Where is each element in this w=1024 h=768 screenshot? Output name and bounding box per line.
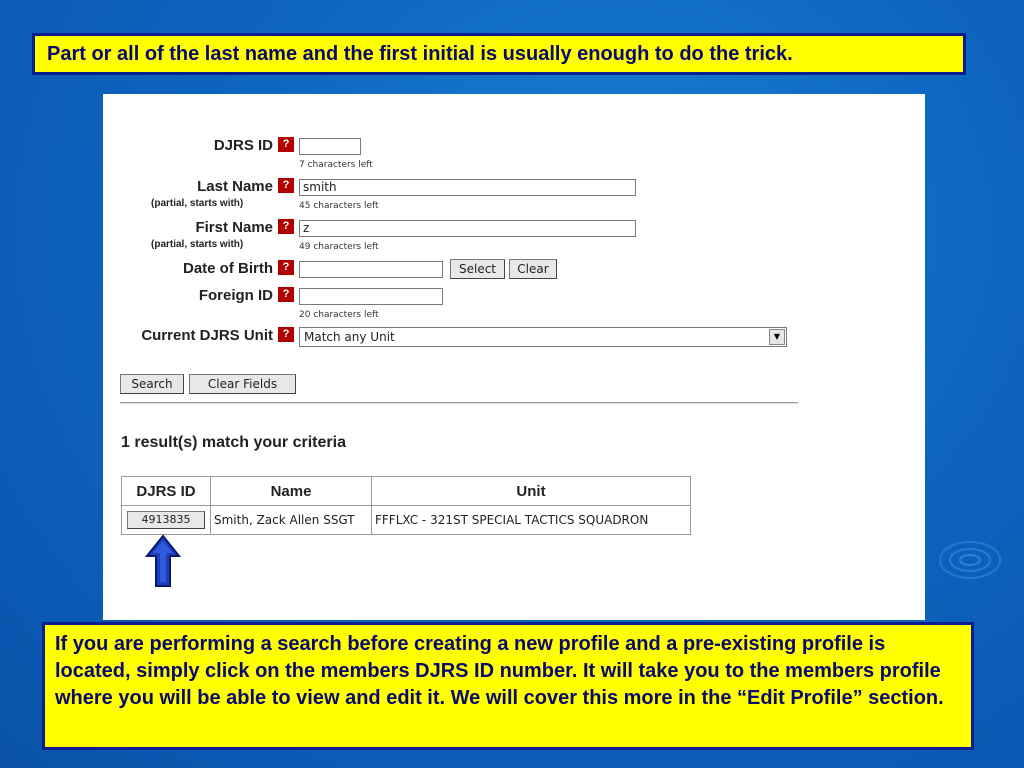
foreign-id-hint: 20 characters left [299,310,379,320]
last-name-sublabel: (partial, starts with) [151,198,244,209]
help-icon[interactable]: ? [278,260,294,275]
first-name-sublabel: (partial, starts with) [151,239,244,250]
up-arrow-icon [145,534,181,588]
results-table [121,476,691,535]
last-name-hint: 45 characters left [299,201,379,211]
djrs-id-hint: 7 characters left [299,160,373,170]
help-icon[interactable]: ? [278,287,294,302]
last-name-input[interactable]: smith [299,179,636,196]
dob-input[interactable] [299,261,443,278]
djrs-id-input[interactable] [299,138,361,155]
djrs-id-link-button[interactable]: 4913835 [127,511,205,529]
foreign-id-label: Foreign ID [198,287,273,304]
djrs-id-cell [122,506,211,535]
unit-select-value: Match any Unit [304,330,395,344]
first-name-input[interactable]: z [299,220,636,237]
first-name-label: First Name [195,219,273,236]
dob-label: Date of Birth [183,260,273,277]
results-title: 1 result(s) match your criteria [121,434,346,451]
help-icon[interactable]: ? [278,327,294,342]
search-panel [103,94,925,620]
chevron-down-icon[interactable]: ▼ [769,329,785,345]
last-name-label: Last Name [197,178,273,195]
djrs-id-label: DJRS ID [213,137,273,154]
water-ripple-icon [935,530,1005,590]
dob-select-button[interactable]: Select [450,259,505,279]
dob-clear-button[interactable]: Clear [509,259,557,279]
unit-label: Current DJRS Unit [141,327,273,344]
table-header-row [122,477,691,506]
column-header: Name [211,477,372,506]
help-icon[interactable]: ? [278,178,294,193]
unit-select[interactable] [299,327,787,347]
clear-fields-button[interactable]: Clear Fields [189,374,296,394]
column-header: DJRS ID [122,477,211,506]
bottom-callout: If you are performing a search before creating a new profile and a pre-existing profile is located, simply click on the members DJRS ID number. It will take you to the members profile where you will be able to view and edit it. We will cover this more in the “Edit Profile” section. [42,622,974,750]
unit-cell: FFFLXC - 321ST SPECIAL TACTICS SQUADRON [372,506,691,535]
help-icon[interactable]: ? [278,137,294,152]
column-header: Unit [372,477,691,506]
first-name-hint: 49 characters left [299,242,379,252]
foreign-id-input[interactable] [299,288,443,305]
search-button[interactable]: Search [120,374,184,394]
table-row [122,506,691,535]
name-cell: Smith, Zack Allen SSGT [211,506,372,535]
top-callout: Part or all of the last name and the first initial is usually enough to do the trick. [32,33,966,75]
help-icon[interactable]: ? [278,219,294,234]
divider [120,402,798,404]
